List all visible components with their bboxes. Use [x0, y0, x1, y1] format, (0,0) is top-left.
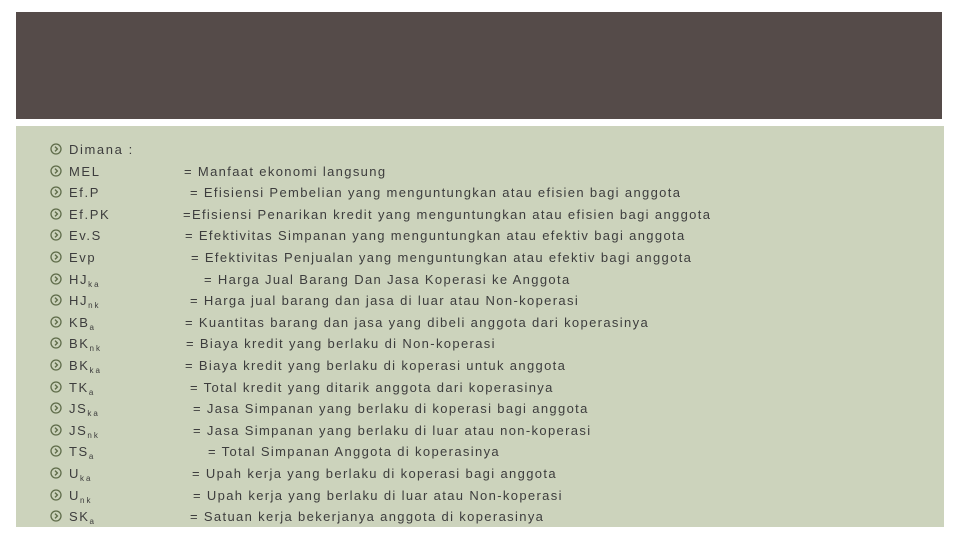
- list-item: [16, 184, 944, 204]
- chevron-circle-icon: [50, 165, 62, 177]
- chevron-circle-icon: [50, 294, 62, 306]
- list-item: [16, 422, 944, 442]
- list-item: [16, 465, 944, 485]
- term-label: MEL: [69, 163, 101, 179]
- list-item: [16, 163, 944, 183]
- definition-text: = Jasa Simpanan yang berlaku di luar atau non-koperasi: [193, 422, 592, 438]
- list-item: [16, 271, 944, 291]
- term-subscript: ka: [87, 409, 100, 419]
- chevron-circle-icon: [50, 143, 62, 155]
- list-item: [16, 141, 944, 161]
- chevron-circle-icon: [50, 510, 62, 522]
- definition-text: = Efisiensi Pembelian yang menguntungkan atau efisien bagi anggota: [190, 185, 682, 201]
- definition-text: = Satuan kerja bekerjanya anggota di koperasinya: [190, 509, 545, 525]
- chevron-circle-icon: [50, 316, 62, 328]
- term-label: Ef.PK: [69, 206, 111, 222]
- term-label: $U_{ka}$: [69, 466, 93, 483]
- definition-text: = Upah kerja yang berlaku di luar atau Non-koperasi: [193, 487, 563, 503]
- term-subscript: nk: [89, 344, 102, 354]
- term-label: $JS_{ka}$: [69, 401, 100, 419]
- term-label: $SK_a$: [69, 509, 96, 527]
- term-label: $HJ_{nk}$: [69, 293, 101, 311]
- term-label: Evp: [69, 250, 97, 265]
- term-label: $JS_{nk}$: [69, 422, 100, 440]
- list-item: [16, 292, 944, 312]
- definition-text: = Harga jual barang dan jasa di luar atau Non-koperasi: [190, 293, 580, 309]
- definition-text: = Efektivitas Penjualan yang menguntungkan atau efektiv bagi anggota: [191, 250, 693, 265]
- chevron-circle-icon: [50, 489, 62, 501]
- chevron-circle-icon: [50, 424, 62, 436]
- content-panel: [16, 126, 944, 527]
- chevron-circle-icon: [50, 337, 62, 349]
- list-item: [16, 400, 944, 420]
- header-band: [16, 12, 942, 119]
- term-subscript: ka: [80, 474, 93, 483]
- term-label: $BK_{nk}$: [69, 336, 102, 354]
- list-item: [16, 357, 944, 377]
- term-label: Ev.S: [69, 228, 102, 244]
- definition-text: = Manfaat ekonomi langsung: [184, 163, 387, 179]
- definition-text: = Kuantitas barang dan jasa yang dibeli anggota dari koperasinya: [185, 314, 650, 330]
- term-label: Dimana :: [69, 142, 134, 157]
- chevron-circle-icon: [50, 359, 62, 371]
- list-item: [16, 443, 944, 463]
- list-item: [16, 249, 944, 269]
- definition-text: = Total kredit yang ditarik anggota dari koperasinya: [190, 379, 554, 395]
- term-label: $HJ_{ka}$: [69, 271, 101, 289]
- list-item: [16, 508, 944, 528]
- chevron-circle-icon: [50, 402, 62, 414]
- chevron-circle-icon: [50, 251, 62, 263]
- term-label: $BK_{ka}$: [69, 358, 102, 375]
- chevron-circle-icon: [50, 467, 62, 479]
- chevron-circle-icon: [50, 208, 62, 220]
- term-subscript: ka: [89, 366, 102, 375]
- term-label: $KB_a$: [69, 314, 96, 332]
- term-subscript: nk: [87, 430, 100, 440]
- term-subscript: nk: [80, 495, 93, 505]
- list-item: [16, 487, 944, 507]
- definition-text: = Biaya kredit yang berlaku di Non-koperasi: [186, 336, 496, 352]
- chevron-circle-icon: [50, 445, 62, 457]
- definition-text: = Biaya kredit yang berlaku di koperasi untuk anggota: [185, 358, 567, 373]
- term-subscript: a: [89, 322, 96, 332]
- list-item: [16, 206, 944, 226]
- term-subscript: ka: [88, 279, 101, 289]
- list-item: [16, 335, 944, 355]
- term-label: $U_{nk}$: [69, 487, 93, 505]
- list-item: [16, 314, 944, 334]
- term-subscript: nk: [88, 301, 101, 311]
- chevron-circle-icon: [50, 229, 62, 241]
- definition-text: = Total Simpanan Anggota di koperasinya: [208, 444, 500, 460]
- list-item: [16, 227, 944, 247]
- definition-text: =Efisiensi Penarikan kredit yang menguntungkan atau efisien bagi anggota: [183, 206, 712, 222]
- term-subscript: a: [89, 517, 96, 527]
- term-label: $TS_a$: [69, 444, 96, 462]
- definition-text: = Harga Jual Barang Dan Jasa Koperasi ke Anggota: [204, 271, 571, 287]
- definition-text: = Jasa Simpanan yang berlaku di koperasi bagi anggota: [193, 401, 589, 417]
- term-subscript: a: [88, 387, 96, 397]
- term-subscript: a: [88, 452, 96, 462]
- list-item: [16, 379, 944, 399]
- definition-text: = Upah kerja yang berlaku di koperasi bagi anggota: [192, 466, 557, 481]
- term-label: Ef.P: [69, 185, 100, 201]
- term-label: $TK_a$: [69, 379, 96, 397]
- chevron-circle-icon: [50, 186, 62, 198]
- chevron-circle-icon: [50, 273, 62, 285]
- definition-text: = Efektivitas Simpanan yang menguntungkan atau efektiv bagi anggota: [185, 228, 686, 244]
- chevron-circle-icon: [50, 381, 62, 393]
